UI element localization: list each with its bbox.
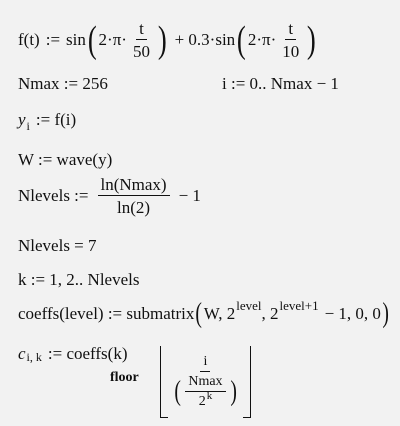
y-var: y: [18, 110, 26, 129]
y-subscript: i: [26, 118, 30, 133]
paren-open-1: (: [87, 19, 97, 61]
expr-y-definition[interactable]: [18, 110, 77, 133]
expr-i-range[interactable]: [222, 74, 339, 94]
f-lhs: f(t): [18, 30, 40, 49]
coeffs-w: W, 2: [203, 304, 236, 323]
nlevels-lhs: Nlevels :=: [18, 186, 89, 205]
bracket-br: [243, 417, 251, 419]
nlevels-result: Nlevels = 7: [18, 236, 97, 255]
floor-num: i: [200, 355, 210, 372]
paren-open-3: (: [195, 298, 203, 329]
k-def: k := 1, 2.. Nlevels: [18, 270, 140, 289]
paren-close-1: ): [157, 19, 167, 61]
coeffs-tail: − 1, 0, 0: [324, 304, 381, 323]
expr-nmax-definition[interactable]: [18, 74, 108, 94]
expr-coeffs-definition[interactable]: [18, 300, 390, 328]
ln-den: ln(2): [117, 198, 151, 217]
two-pi-1: 2·π·: [98, 30, 127, 49]
paren-close-2: ): [307, 19, 317, 61]
inner-exp: k: [206, 390, 213, 402]
expr-f-definition[interactable]: [18, 20, 318, 60]
c-rhs: := coeffs(k): [47, 344, 128, 363]
paren-close-4: ): [229, 376, 237, 407]
bracket-bl: [160, 417, 168, 419]
inner-fraction: [185, 375, 225, 409]
floor-fraction: [170, 355, 241, 409]
c-var: c: [18, 344, 26, 363]
floor-bracket-group: [160, 346, 251, 418]
i-def: i := 0.. Nmax − 1: [222, 74, 339, 93]
expr-k-range[interactable]: [18, 270, 140, 290]
c-floor-subscript: [110, 370, 145, 386]
nmax-def: Nmax := 256: [18, 74, 108, 93]
expr-c-definition[interactable]: [18, 344, 128, 364]
two-pi-2: 2·π·: [247, 30, 277, 49]
expr-nlevels-result[interactable]: [18, 236, 97, 256]
ln-num: ln(Nmax): [98, 176, 170, 196]
frac2-num: t: [285, 20, 296, 40]
coeffs-comma: , 2: [261, 304, 279, 323]
floor-fn: floor: [110, 370, 139, 385]
paren-open-2: (: [237, 19, 246, 61]
paren-open-4: (: [174, 376, 181, 407]
frac1-num: t: [136, 20, 147, 40]
inner-den: [196, 392, 216, 409]
nlevels-tail: − 1: [178, 186, 201, 205]
sin-2: sin: [215, 30, 236, 49]
fraction-ln: [98, 176, 170, 216]
y-rhs: := f(i): [35, 110, 77, 129]
floor-den: [170, 372, 241, 409]
fraction-t-10: [279, 20, 302, 60]
c-subscript: i, k: [26, 350, 42, 364]
frac2-den: 10: [282, 42, 300, 61]
floor-bracket: [160, 346, 251, 418]
w-def: W := wave(y): [18, 150, 113, 169]
expr-nlevels-definition[interactable]: [18, 176, 201, 216]
plus-coef: + 0.3·: [174, 30, 216, 49]
sin-1: sin: [66, 30, 86, 49]
assign-op: :=: [45, 30, 61, 49]
exp-level: level: [236, 298, 262, 313]
frac1-den: 50: [132, 42, 150, 61]
inner-den-base: 2: [198, 394, 206, 409]
coeffs-lhs: coeffs(level) := submatrix: [18, 304, 195, 323]
exp-level-plus-1: level+1: [279, 298, 319, 313]
inner-num: Nmax: [185, 375, 225, 392]
expr-w-definition[interactable]: [18, 150, 112, 170]
fraction-t-50: [130, 20, 153, 60]
paren-close-3: ): [382, 298, 389, 329]
